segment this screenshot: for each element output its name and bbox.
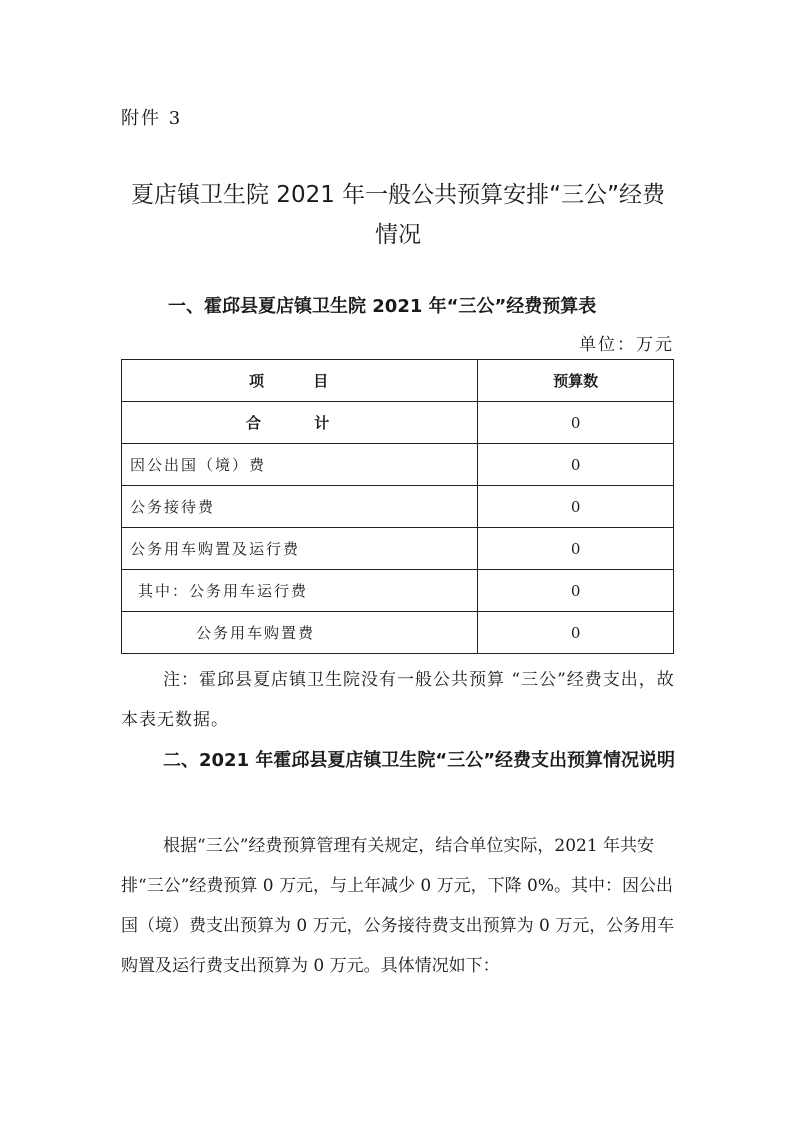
row-label-total: 合 计 xyxy=(122,402,478,444)
row-value-reception: 0 xyxy=(478,486,674,528)
section2-paragraph: 根据“三公”经费预算管理有关规定，结合单位实际，2021 年共安排“三公”经费预算 0 万元，与上年减少 0 万元，下降 0%。其中：因公出国（境）费支出预算为 0 万元，公务接待费支出预算为 0 万元，公务用车购置及运行费支出预算为 0 万元。具体情况如下： xyxy=(121,836,675,976)
table-note: 注：霍邱县夏店镇卫生院没有一般公共预算 “三公”经费支出，故本表无数据。 xyxy=(121,670,675,730)
row-value-vehicles: 0 xyxy=(478,528,674,570)
header-value: 预算数 xyxy=(478,360,674,402)
row-label-vehicles: 公务用车购置及运行费 xyxy=(122,528,478,570)
budget-table xyxy=(121,359,674,654)
document-title: 夏店镇卫生院 2021 年一般公共预算安排“三公”经费情况 xyxy=(131,182,665,248)
table-row xyxy=(122,528,674,570)
section1-heading: 一、霍邱县夏店镇卫生院 2021 年“三公”经费预算表 xyxy=(168,296,597,317)
table-row xyxy=(122,570,674,612)
row-value-vehicle-operation: 0 xyxy=(478,570,674,612)
row-label-reception: 公务接待费 xyxy=(122,486,478,528)
section2-heading: 二、2021 年霍邱县夏店镇卫生院“三公”经费支出预算情况说明 xyxy=(163,750,676,771)
row-label-overseas: 因公出国（境）费 xyxy=(122,444,478,486)
table-row xyxy=(122,444,674,486)
unit-label: 单位：万元 xyxy=(579,335,674,355)
attachment-label: 附件 3 xyxy=(121,108,183,129)
row-label-vehicle-purchase: 公务用车购置费 xyxy=(122,612,478,654)
table-row xyxy=(122,612,674,654)
table-row xyxy=(122,486,674,528)
row-value-total: 0 xyxy=(478,402,674,444)
table-row xyxy=(122,402,674,444)
header-item: 项 目 xyxy=(122,360,478,402)
row-value-vehicle-purchase: 0 xyxy=(478,612,674,654)
table-header-row xyxy=(122,360,674,402)
row-value-overseas: 0 xyxy=(478,444,674,486)
row-label-vehicle-operation: 其中：公务用车运行费 xyxy=(122,570,478,612)
